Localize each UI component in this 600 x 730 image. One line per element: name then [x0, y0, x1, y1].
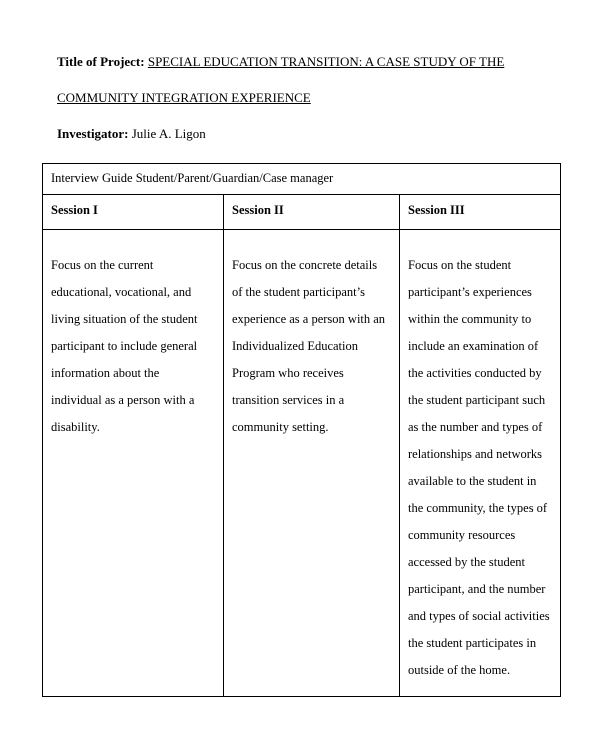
- project-title-text-line-2: COMMUNITY INTEGRATION EXPERIENCE: [57, 90, 311, 105]
- session-3-description: Focus on the student participant’s experiences within the community to include an examination of the activities conducted by the student participant such as the number and types of relationships and networks available to the student in the community, the types of community resources accessed by the student participant, and the number and types of social activities the student participates in outside of the home.: [400, 230, 561, 697]
- table-caption-row: [43, 164, 561, 195]
- session-2-header: Session II: [224, 195, 400, 230]
- investigator-line: [57, 124, 560, 143]
- session-2-description: Focus on the concrete details of the student participant’s experience as a person with an Individualized Education Program who receives transition services in a community setting.: [224, 230, 400, 697]
- interview-guide-table: [42, 163, 561, 697]
- investigator-name: Julie A. Ligon: [131, 126, 206, 141]
- session-1-header: Session I: [43, 195, 224, 230]
- session-3-header: Session III: [400, 195, 561, 230]
- title-of-project-label: Title of Project:: [57, 54, 145, 69]
- project-title-line-2: [57, 88, 560, 107]
- project-title-text-line-1: SPECIAL EDUCATION TRANSITION: A CASE STUDY OF THE: [147, 54, 505, 69]
- session-body-row: [43, 230, 561, 697]
- investigator-label: Investigator:: [57, 126, 129, 141]
- session-header-row: [43, 195, 561, 230]
- session-1-description: Focus on the current educational, vocational, and living situation of the student participant to include general information about the individual as a person with a disability.: [43, 230, 224, 697]
- project-title-line-1: [57, 52, 560, 71]
- table-caption: Interview Guide Student/Parent/Guardian/Case manager: [43, 164, 561, 195]
